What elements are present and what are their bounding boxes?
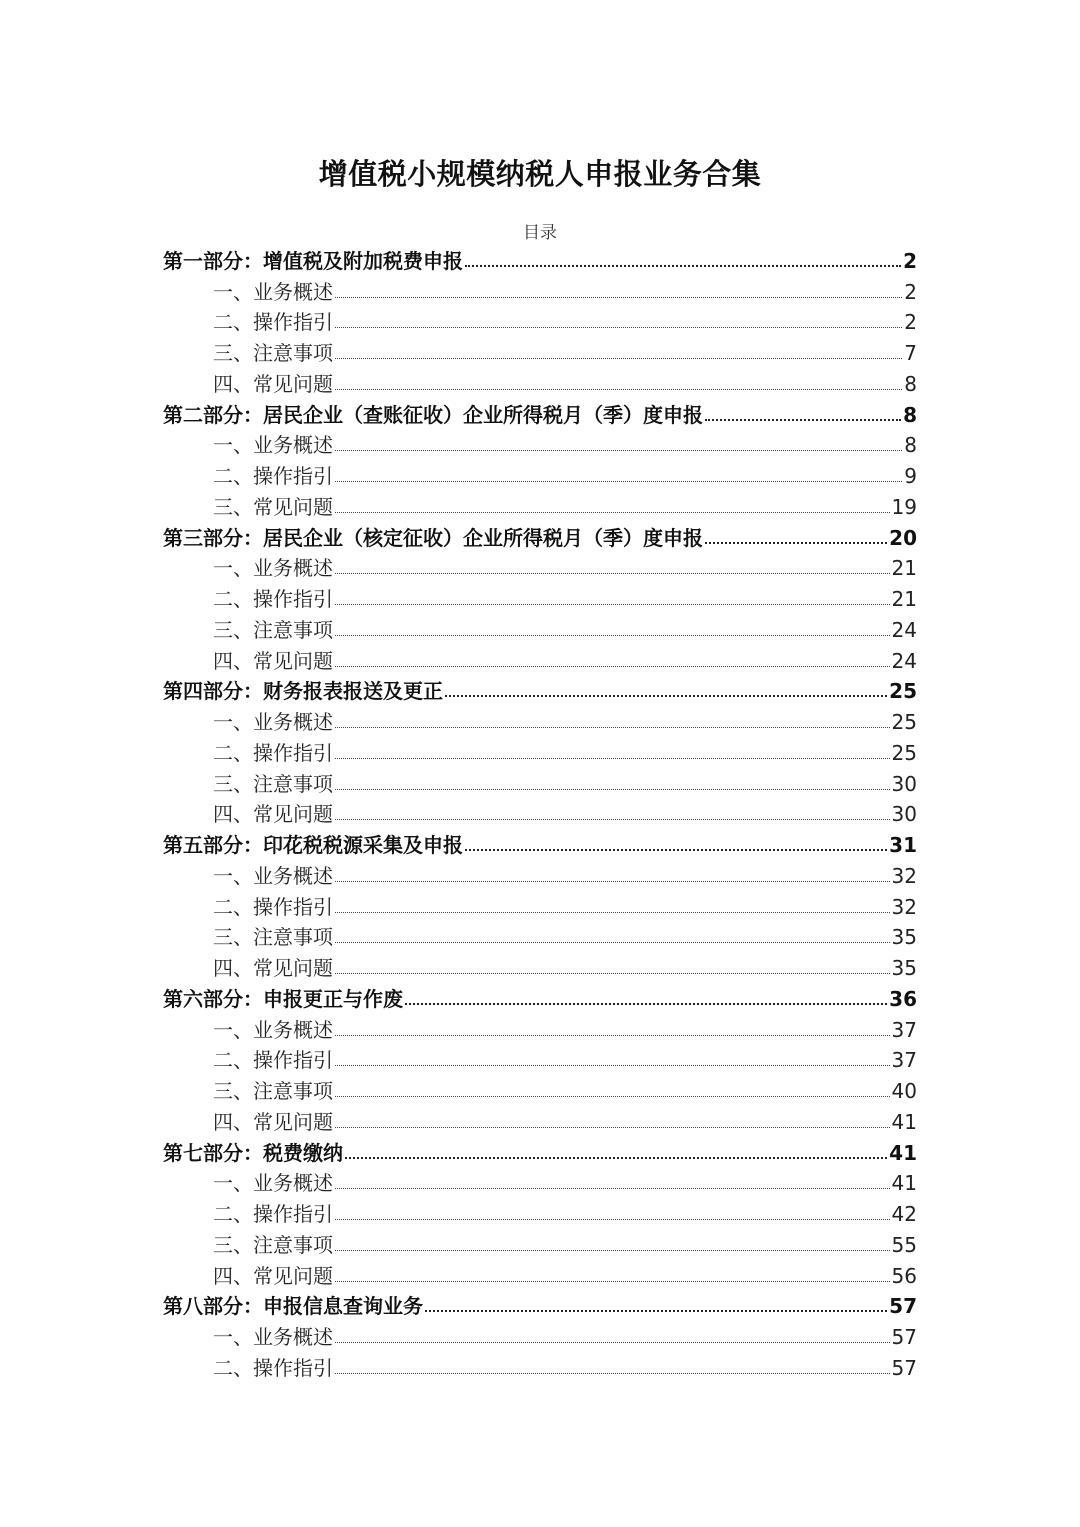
toc-section-entry[interactable] (163, 1321, 917, 1352)
toc-page-number: 32 (891, 894, 917, 919)
toc-page-number: 36 (889, 986, 917, 1011)
toc-section-entry[interactable] (163, 1260, 917, 1291)
toc-page-number: 57 (889, 1294, 917, 1319)
toc-page-number: 25 (889, 679, 917, 704)
toc-entry-label: 一、业务概述 (213, 1171, 333, 1196)
toc-section-entry[interactable] (163, 307, 917, 338)
toc-page-number: 25 (891, 740, 917, 765)
dot-leader (335, 1127, 890, 1128)
toc-entry-label: 一、业务概述 (213, 556, 333, 581)
toc-section-entry[interactable] (163, 1168, 917, 1199)
toc-page-number: 8 (904, 433, 917, 458)
dot-leader (705, 419, 901, 421)
toc-page-number: 2 (903, 248, 917, 273)
toc-entry-label: 第七部分：税费缴纳 (163, 1140, 343, 1165)
toc-entry-label: 一、业务概述 (213, 863, 333, 888)
toc-entry-label: 三、注意事项 (213, 1079, 333, 1103)
toc-page-number: 21 (891, 587, 917, 611)
toc-entry-label: 三、注意事项 (213, 925, 333, 950)
toc-section-entry[interactable] (163, 891, 917, 922)
toc-entry-label: 四、常见问题 (213, 802, 333, 827)
dot-leader (335, 881, 890, 882)
toc-page-number: 20 (889, 525, 917, 550)
toc-page-number: 41 (889, 1140, 917, 1165)
dot-leader (425, 1310, 887, 1312)
toc-section-entry[interactable] (163, 368, 917, 399)
dot-leader (335, 573, 890, 574)
toc-page-number: 30 (891, 771, 917, 796)
dot-leader (335, 389, 902, 390)
toc-section-entry[interactable] (163, 799, 917, 830)
toc-entry-label: 一、业务概述 (213, 1017, 333, 1042)
toc-page-number: 2 (904, 310, 917, 335)
dot-leader (705, 542, 887, 544)
dot-leader (335, 789, 890, 790)
toc-page-number: 8 (903, 402, 917, 427)
toc-entry-label: 第四部分：财务报表报送及更正 (163, 679, 443, 704)
toc-entry-label: 二、操作指引 (213, 310, 333, 335)
dot-leader (465, 265, 901, 267)
dot-leader (335, 1096, 890, 1097)
toc-page-number: 56 (891, 1263, 917, 1288)
toc-page-number: 8 (904, 371, 917, 396)
toc-page-number: 57 (891, 1325, 917, 1349)
toc-entry-label: 二、操作指引 (213, 740, 333, 765)
dot-leader (335, 1342, 890, 1343)
toc-part-entry[interactable] (163, 1137, 917, 1168)
dot-leader (405, 1003, 887, 1005)
toc-entry-label: 三、注意事项 (213, 1232, 333, 1257)
toc-page-number: 21 (891, 556, 917, 581)
toc-part-entry[interactable] (163, 676, 917, 707)
toc-page-number: 37 (891, 1048, 917, 1073)
toc-entry-label: 二、操作指引 (213, 464, 333, 488)
dot-leader (335, 1065, 890, 1066)
dot-leader (335, 481, 902, 482)
dot-leader (335, 666, 890, 667)
toc-page-number: 35 (891, 956, 917, 980)
toc-page-number: 19 (891, 494, 917, 519)
toc-section-entry[interactable] (163, 1352, 917, 1383)
toc-part-entry[interactable] (163, 983, 917, 1014)
toc-entry-label: 二、操作指引 (213, 1202, 333, 1226)
toc-entry-label: 第八部分：申报信息查询业务 (163, 1294, 423, 1319)
toc-entry-label: 三、注意事项 (213, 771, 333, 796)
toc-part-entry[interactable] (163, 522, 917, 553)
toc-page-number: 32 (891, 863, 917, 888)
toc-page-number: 24 (891, 617, 917, 642)
toc-section-entry[interactable] (163, 1014, 917, 1045)
toc-entry-label: 二、操作指引 (213, 1048, 333, 1073)
toc-part-entry[interactable] (163, 1291, 917, 1322)
dot-leader (335, 1035, 890, 1036)
toc-section-entry[interactable] (163, 1198, 917, 1229)
toc-part-entry[interactable] (163, 245, 917, 276)
dot-leader (335, 358, 902, 359)
toc-section-entry[interactable] (163, 553, 917, 584)
toc-entry-label: 三、常见问题 (213, 494, 333, 519)
table-of-contents (163, 245, 917, 1383)
toc-section-entry[interactable] (163, 952, 917, 983)
toc-page-number: 7 (904, 341, 917, 365)
toc-section-entry[interactable] (163, 1106, 917, 1137)
toc-section-entry[interactable] (163, 1045, 917, 1076)
toc-entry-label: 二、操作指引 (213, 1355, 333, 1380)
toc-section-entry[interactable] (163, 768, 917, 799)
toc-section-entry[interactable] (163, 337, 917, 368)
toc-entry-label: 一、业务概述 (213, 279, 333, 304)
toc-entry-label: 四、常见问题 (213, 371, 333, 396)
toc-entry-label: 二、操作指引 (213, 587, 333, 611)
toc-section-entry[interactable] (163, 860, 917, 891)
dot-leader (335, 727, 890, 728)
dot-leader (335, 1373, 890, 1374)
toc-section-entry[interactable] (163, 491, 917, 522)
toc-section-entry[interactable] (163, 1075, 917, 1106)
dot-leader (335, 1250, 890, 1251)
dot-leader (335, 1188, 890, 1189)
toc-page-number: 42 (891, 1202, 917, 1226)
toc-page-number: 25 (891, 710, 917, 734)
toc-page-number: 30 (891, 802, 917, 827)
dot-leader (335, 973, 890, 974)
toc-entry-label: 三、注意事项 (213, 617, 333, 642)
dot-leader (335, 450, 902, 451)
dot-leader (335, 297, 902, 298)
toc-part-entry[interactable] (163, 399, 917, 430)
toc-page-number: 31 (889, 833, 917, 857)
toc-section-entry[interactable] (163, 1229, 917, 1260)
dot-leader (335, 819, 890, 820)
toc-heading: 目录 (523, 223, 557, 243)
toc-section-entry[interactable] (163, 430, 917, 461)
dot-leader (335, 912, 890, 913)
dot-leader (335, 635, 890, 636)
toc-page-number: 57 (891, 1355, 917, 1380)
toc-section-entry[interactable] (163, 922, 917, 953)
dot-leader (335, 942, 890, 943)
toc-entry-label: 第一部分：增值税及附加税费申报 (163, 248, 463, 273)
toc-entry-label: 第六部分：申报更正与作废 (163, 986, 403, 1011)
toc-entry-label: 第五部分：印花税税源采集及申报 (163, 833, 463, 857)
toc-entry-label: 一、业务概述 (213, 433, 333, 458)
toc-entry-label: 三、注意事项 (213, 341, 333, 365)
toc-section-entry[interactable] (163, 706, 917, 737)
toc-entry-label: 一、业务概述 (213, 710, 333, 734)
toc-entry-label: 四、常见问题 (213, 1109, 333, 1134)
toc-page-number: 37 (891, 1017, 917, 1042)
toc-section-entry[interactable] (163, 460, 917, 491)
toc-entry-label: 第三部分：居民企业（核定征收）企业所得税月（季）度申报 (163, 525, 703, 550)
dot-leader (335, 327, 902, 328)
dot-leader (345, 1157, 887, 1159)
dot-leader (335, 1281, 890, 1282)
toc-section-entry[interactable] (163, 614, 917, 645)
toc-entry-label: 四、常见问题 (213, 648, 333, 673)
toc-page-number: 40 (891, 1079, 917, 1103)
dot-leader (335, 604, 890, 605)
toc-section-entry[interactable] (163, 645, 917, 676)
toc-page-number: 24 (891, 648, 917, 673)
toc-section-entry[interactable] (163, 276, 917, 307)
toc-part-entry[interactable] (163, 829, 917, 860)
toc-entry-label: 二、操作指引 (213, 894, 333, 919)
toc-page-number: 2 (904, 279, 917, 304)
toc-entry-label: 一、业务概述 (213, 1325, 333, 1349)
toc-page-number: 35 (891, 925, 917, 950)
dot-leader (335, 758, 890, 759)
dot-leader (335, 1219, 890, 1220)
toc-entry-label: 第二部分：居民企业（查账征收）企业所得税月（季）度申报 (163, 402, 703, 427)
toc-page-number: 9 (904, 464, 917, 488)
dot-leader (465, 849, 887, 851)
dot-leader (445, 695, 887, 697)
toc-section-entry[interactable] (163, 583, 917, 614)
toc-section-entry[interactable] (163, 737, 917, 768)
toc-entry-label: 四、常见问题 (213, 956, 333, 980)
toc-page-number: 41 (891, 1109, 917, 1134)
dot-leader (335, 512, 890, 513)
toc-entry-label: 四、常见问题 (213, 1263, 333, 1288)
document-title: 增值税小规模纳税人申报业务合集 (318, 157, 762, 191)
toc-page-number: 41 (891, 1171, 917, 1196)
toc-page-number: 55 (891, 1232, 917, 1257)
